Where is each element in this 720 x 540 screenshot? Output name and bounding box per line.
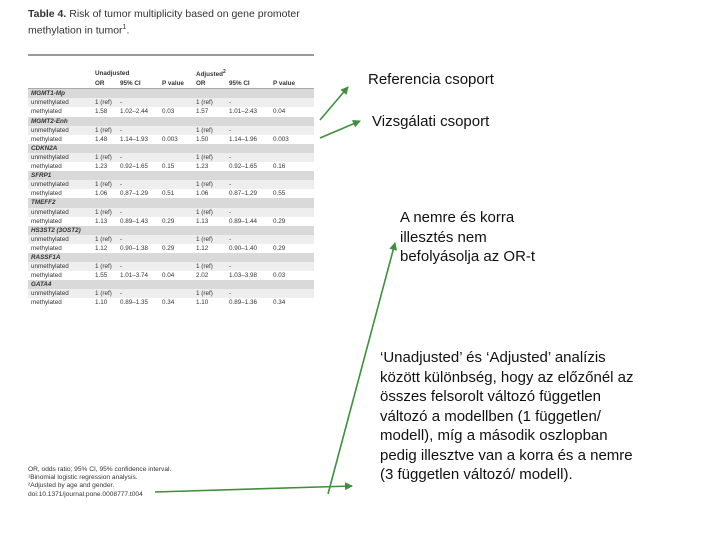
table-cell: 1 (ref) (193, 289, 226, 298)
table-cell: 1 (ref) (92, 98, 117, 107)
arrow-study (320, 121, 360, 138)
table-cell: 0.29 (162, 217, 175, 225)
table-cell: unmethylated (28, 235, 92, 244)
table-cell: 0.03 (162, 108, 175, 116)
arrow-analysis (155, 486, 352, 492)
table-cell: unmethylated (28, 126, 92, 135)
note-analysis-line: pedig illesztve van a korra és a nemre (380, 446, 633, 464)
table-cell: 1 (ref) (92, 262, 117, 271)
table-cell: - (117, 235, 159, 244)
table-cell: 0.003 (273, 135, 289, 143)
table-cell: 0.34 (273, 299, 286, 307)
table-cell: 0.15 (162, 163, 175, 171)
table-cell: 1 (ref) (92, 289, 117, 298)
table-cell: methylated (31, 135, 62, 143)
note-analysis-line: ‘Unadjusted’ és ‘Adjusted’ analízis (380, 349, 606, 366)
note-analysis-line: összes felsorolt változó független (380, 388, 601, 405)
table-cell: 0.89–1.36 (229, 299, 258, 307)
table-cell: - (226, 235, 270, 244)
table-cell: 1.14–1.93 (120, 135, 149, 143)
table-cell: 1.58 (95, 108, 108, 116)
table-cell: 0.92–1.65 (229, 163, 258, 171)
table-cell: 0.89–1.43 (120, 217, 149, 225)
note-adjustment-line: illesztés nem (400, 228, 487, 246)
table-cell: 0.90–1.40 (229, 244, 258, 252)
table-cell: 0.003 (162, 135, 178, 143)
table-cell: - (117, 98, 159, 107)
table-cell: 0.29 (273, 217, 286, 225)
table-cell: - (226, 289, 270, 298)
table-cell: 1.01–3.74 (120, 272, 149, 280)
table-cell: - (117, 262, 159, 271)
table-cell: - (226, 262, 270, 271)
note-analysis-line: modell), míg a második oszlopban (380, 427, 608, 444)
table-cell: 1 (ref) (193, 208, 226, 217)
gene-name: GATA4 (28, 280, 314, 289)
table-cell: 0.92–1.65 (120, 163, 149, 171)
table-cell: unmethylated (28, 180, 92, 189)
table-cell: 1.50 (196, 135, 209, 143)
note-analysis-line: (3 független változó/ modell). (380, 466, 573, 483)
gene-name: CDKN2A (28, 144, 314, 153)
note-adjustment-line: A nemre és korra (400, 209, 515, 226)
table-cell: 1 (ref) (92, 126, 117, 135)
table-cell: 0.04 (162, 272, 175, 280)
footnote-line: OR, odds ratio; 95% CI, 95% confidence interval. (28, 466, 172, 473)
table-cell: 0.51 (162, 190, 175, 198)
table-cell: 0.87–1.29 (229, 190, 258, 198)
table-cell: - (117, 289, 159, 298)
column-header: OR (92, 79, 117, 89)
gene-name: MGMT2-Enh (28, 117, 314, 126)
table-cell: 1.55 (95, 272, 108, 280)
arrow-adjustment (328, 243, 395, 494)
note-analysis-line: között különbség, hogy az előzőnél az (380, 368, 634, 386)
group-header-unadjusted: Unadjusted (95, 70, 130, 78)
gene-name: HS3ST2 (3OST2) (28, 226, 314, 235)
table-cell: unmethylated (28, 262, 92, 271)
table-cell: 1.23 (196, 163, 209, 171)
table-cell: 1 (ref) (92, 180, 117, 189)
table-cell: unmethylated (28, 153, 92, 162)
table-cell: 0.87–1.29 (120, 190, 149, 198)
footnote-line: doi:10.1371/journal.pone.0008777.t004 (28, 490, 143, 498)
caption-end: . (126, 24, 130, 37)
table-cell: 1 (ref) (193, 126, 226, 135)
table-cell: 0.89–1.35 (120, 299, 149, 307)
column-header: P value (159, 79, 193, 89)
caption-text: Risk of tumor multiplicity based on gene promoter methylation in tumor (28, 8, 300, 37)
table-cell: 1.12 (95, 244, 108, 252)
column-header: OR (193, 79, 226, 89)
table-cell: 0.90–1.38 (120, 244, 149, 252)
table-cell: 1 (ref) (193, 262, 226, 271)
table-cell: 1.14–1.96 (229, 135, 258, 143)
table-cell: 1.06 (196, 190, 209, 198)
table-cell: 1.48 (95, 135, 108, 143)
note-reference-group: Referencia csoport (368, 71, 494, 88)
table-cell: - (226, 153, 270, 162)
table-cell: 1.12 (196, 244, 209, 252)
footnote-line: ²Adjusted by age and gender. (28, 482, 115, 490)
table-cell: 1 (ref) (193, 98, 226, 107)
table-cell: - (117, 126, 159, 135)
table-cell: 1.10 (95, 299, 108, 307)
column-header: 95% CI (226, 79, 270, 89)
table-cell: 0.29 (273, 244, 286, 252)
table-cell: 1.13 (95, 217, 108, 225)
table-cell: 0.04 (273, 108, 286, 116)
gene-name: SFRP1 (28, 171, 314, 180)
footnote-line: ¹Binomial logistic regression analysis. (28, 474, 138, 482)
table-cell: methylated (31, 163, 62, 171)
column-header: P value (270, 79, 314, 89)
table-cell: methylated (31, 190, 62, 198)
arrow-reference (320, 87, 348, 120)
group-header-adjusted-label: Adjusted (196, 71, 223, 79)
table-cell: 1.10 (196, 299, 209, 307)
table-cell: - (226, 126, 270, 135)
gene-name: RASSF1A (28, 253, 314, 262)
table-cell: methylated (31, 244, 62, 252)
table-cell: 0.55 (273, 190, 286, 198)
caption-label: Table 4. (28, 8, 67, 20)
table-cell: 0.34 (162, 299, 175, 307)
table-cell: 1.01–2.43 (229, 108, 258, 116)
table-cell: 1 (ref) (193, 153, 226, 162)
group-header-adjusted-sup: 2 (222, 69, 226, 75)
table-cell: 1.57 (196, 108, 209, 116)
table-cell: unmethylated (28, 289, 92, 298)
table-cell: 1.23 (95, 163, 108, 171)
table-cell: methylated (31, 299, 62, 307)
table-cell: 1.02–2.44 (120, 108, 149, 116)
table-cell: unmethylated (28, 208, 92, 217)
gene-name: MGMT1-Mp (28, 89, 314, 99)
table-cell: - (117, 208, 159, 217)
note-study-group: Vizsgálati csoport (372, 113, 490, 130)
table-cell: 1 (ref) (92, 153, 117, 162)
table-cell: 0.29 (162, 244, 175, 252)
table-cell: methylated (31, 108, 62, 116)
table-cell: 1 (ref) (193, 180, 226, 189)
table-cell: 1 (ref) (92, 208, 117, 217)
table-cell: - (226, 98, 270, 107)
table-cell: 0.03 (273, 272, 286, 280)
note-analysis-line: változó a modellben (1 független/ (380, 407, 601, 425)
table-cell: - (226, 208, 270, 217)
table-cell: 1.06 (95, 190, 108, 198)
note-adjustment-line: befolyásolja az OR-t (400, 248, 536, 265)
column-header: 95% CI (117, 79, 159, 89)
table-cell: 1 (ref) (92, 235, 117, 244)
table-cell: - (117, 153, 159, 162)
table-cell: methylated (31, 217, 62, 225)
table-cell: methylated (31, 272, 62, 280)
table-cell: unmethylated (28, 98, 92, 107)
table-cell: 0.89–1.44 (229, 217, 258, 225)
table-cell: 1.03–3.98 (229, 272, 258, 280)
table-cell: 1 (ref) (193, 235, 226, 244)
table-cell: - (226, 180, 270, 189)
table-cell: 0.16 (273, 163, 286, 171)
table-cell: - (117, 180, 159, 189)
table-cell: 1.13 (196, 217, 209, 225)
caption-sup: 1 (122, 24, 127, 31)
table-cell: 2.02 (196, 272, 209, 280)
gene-name: TMEFF2 (28, 198, 314, 207)
